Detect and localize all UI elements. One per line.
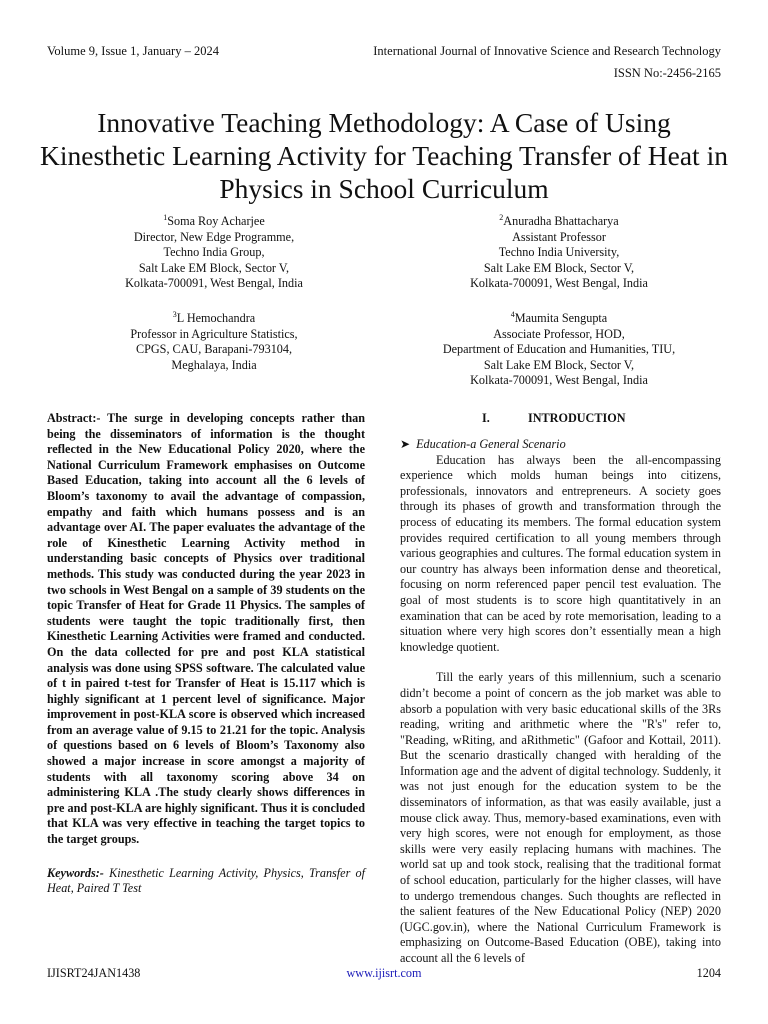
journal-name: International Journal of Innovative Science and Research Technology — [373, 44, 721, 58]
author-name: $^2$Anuradha Bhattacharya — [499, 212, 619, 228]
author-affiliation-line: CPGS, CAU, Barapani-793104, — [135, 342, 293, 357]
author-affiliation-line: Director, New Edge Programme, — [133, 229, 295, 244]
author-affiliation-line: Associate Professor, HOD, — [493, 326, 625, 341]
paragraph: Education has always been the all-encompassing experience which molds human beings into citizens, professionals, innovators and entrepreneurs. A society goes through its phases of growth and transformation through the process of educating its members. The formal education system provides required certification to all young members through various geographies and cultures. The formal education system in our country has always been information dense and theoretical, focusing on norm referenced paper pencil test evaluation. The goal of most students is to score high quantitatively in an examination that can be aced by rote memorisation, leading to a situation where very high scores don’t essentially mean a high knowledge quotient. — [400, 452, 721, 654]
issn-number: ISSN No:-2456-2165 — [613, 66, 721, 80]
subsection-heading — [400, 437, 721, 453]
author-block-4 — [420, 311, 698, 389]
author-block-2 — [430, 214, 688, 292]
author-affiliation-line: Techno India Group, — [163, 245, 265, 260]
section-heading — [400, 411, 721, 427]
keywords — [47, 866, 365, 897]
author-block-1 — [100, 214, 328, 292]
author-affiliation-line: Salt Lake EM Block, Sector V, — [483, 357, 635, 372]
paper-code: IJISRT24JAN1438 — [47, 966, 141, 980]
paper-title: Innovative Teaching Methodology: A Case of Using Kinesthetic Learning Activity for Teaching Transfer of Heat in Physics in School Curriculum — [40, 107, 728, 205]
page-number: 1204 — [696, 966, 721, 980]
author-affiliation-line: Kolkata-700091, West Bengal, India — [470, 373, 648, 388]
author-affiliation-line: Professor in Agriculture Statistics, — [130, 326, 298, 341]
author-affiliation-line: Meghalaya, India — [171, 357, 257, 372]
arrow-bullet-icon: ➤ — [400, 437, 411, 451]
left-column — [47, 411, 365, 909]
journal-url-link[interactable]: www.ijisrt.com — [346, 966, 422, 980]
author-affiliation-line: Techno India University, — [498, 245, 620, 260]
author-affiliation-line: Assistant Professor — [512, 229, 606, 244]
author-name: $^4$Maumita Sengupta — [510, 309, 608, 325]
paragraph: Till the early years of this millennium, such a scenario didn’t become a point of concern as the job market was able to absorb a population with very basic educational skills of the 3Rs reading, writing and arithmetic where the "R's" refer to, "Reading, wRiting, and aRithmetic" (Gafoor and Kottail, 2011). But the scenario drastically changed with heralding of the Information age and the advent of digital technology. Suddenly, it was not just enough for the education system to be the disseminators of information, as that was easily available, just a mouse click away. Thus, memory-based examinations, even with very high scores, were not enough for employment, as those skills were very easily replacing humans with machines. The world sat up and took stock, realising that the traditional format of school education, particularly for the higher classes, will have to undergo tremendous changes. Such thoughts are reflected in the salient features of the New Educational Policy (NEP) 2020 (UGC.gov.in), where the National Curriculum Framework is emphasizing on Outcome-Based Education (OBE), taking into account all the 6 levels of — [400, 670, 721, 965]
author-affiliation-line: Kolkata-700091, West Bengal, India — [125, 276, 303, 291]
keywords-label: Keywords:- — [47, 865, 104, 880]
author-affiliation-line: Kolkata-700091, West Bengal, India — [470, 276, 648, 291]
abstract: Abstract:- The surge in developing concepts rather than being the disseminators of information is the thought reflected in the New Educational Policy 2020, where the National Curriculum Framework emphasises on Outcome Based Education, taking into account all the 6 levels of Bloom’s taxonomy to avail the advantage of compassion, empathy and faith which humans possess and is an advantage over AI. The paper evaluates the advantage of the role of Kinesthetic Learning Activity method in understanding basic concepts of Physics over traditional methods. This study was conducted during the year 2023 in two schools in West Bengal on a sample of 39 students on the topic Transfer of Heat for Grade 11 Physics. The samples of students were taught the topic traditionally first, then Kinesthetic Learning Activities were framed and conducted. On the data collected for pre and post KLA statistical analysis was done using SPSS software. The calculated value of t in paired t-test for Transfer of Heat is 15.117 which is highly significant at 1 percent level of significance. Major improvement in post-KLA score is observed which increased from an average value of 9.15 to 21.21 for the topic. Analysis of questions based on 6 levels of Bloom’s Taxonomy also showed a major increase in score amongst a majority of students with all taxonomy scoring above 34 on administering KLA .The study clearly shows differences in pre and post-KLA are highly significant. Thus it is concluded that KLA was very effective in teaching the target topics to the target groups. — [47, 411, 365, 847]
subsection-title: Education-a General Scenario — [416, 437, 566, 451]
author-affiliation-line: Department of Education and Humanities, TIU, — [442, 342, 676, 357]
volume-issue: Volume 9, Issue 1, January – 2024 — [47, 44, 219, 58]
author-block-3 — [100, 311, 328, 373]
section-title: INTRODUCTION — [528, 411, 626, 425]
author-name: $^1$Soma Roy Acharjee — [163, 212, 265, 228]
author-name: $^3$L Hemochandra — [172, 309, 256, 325]
keywords-text: Kinesthetic Learning Activity, Physics, Transfer of Heat, Paired T Test — [47, 865, 366, 896]
author-affiliation-line: Salt Lake EM Block, Sector V, — [138, 260, 290, 275]
section-number: I. — [482, 411, 490, 425]
right-column — [400, 411, 721, 967]
author-affiliation-line: Salt Lake EM Block, Sector V, — [483, 260, 635, 275]
